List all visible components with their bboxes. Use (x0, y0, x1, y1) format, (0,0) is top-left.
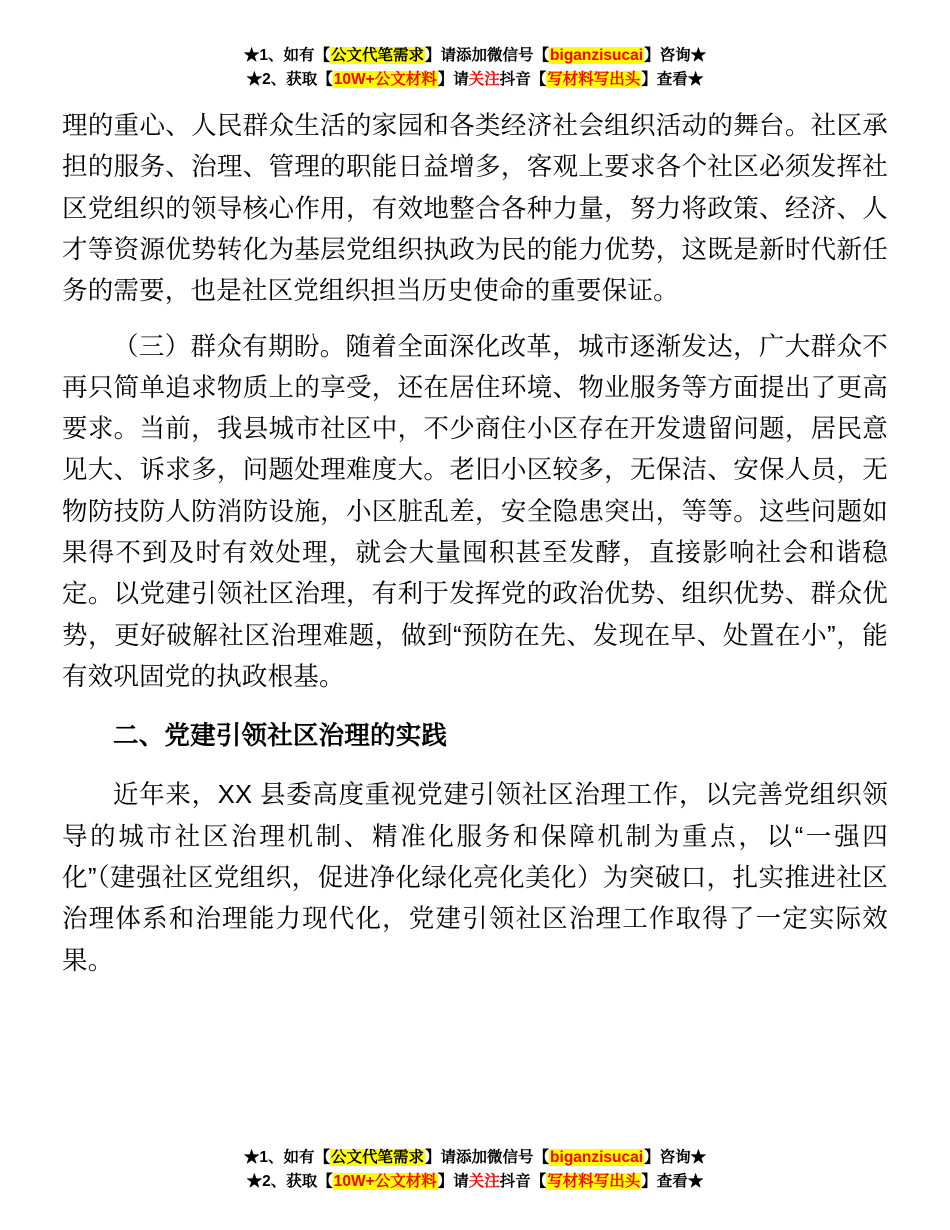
promo-top-line-2 (62, 68, 888, 92)
promo-banner-bottom (0, 1146, 950, 1194)
promo-top-line2-mid: 】请 (437, 71, 469, 89)
star-right-icon: ★ (687, 71, 704, 89)
star-left-icon: ★ (246, 71, 263, 89)
promo-top-line2-highlight-1: 10W+公文材料 (333, 71, 437, 89)
promo-top-line2-prefix: 2、获取【 (262, 71, 333, 89)
promo-bottom-line1-suffix: 】咨询 (644, 1148, 691, 1166)
promo-bottom-line2-highlight-1: 10W+公文材料 (333, 1172, 437, 1190)
star-right-icon: ★ (687, 1172, 704, 1190)
paragraph-section-three: （三）群众有期盼。随着全面深化改革，城市逐渐发达，广大群众不再只简单追求物质上的享受，还在居住环境、物业服务等方面提出了更高要求。当前，我县城市社区中，不少商住小区存在开发遗留问题，居民意见大、诉求多，问题处理难度大。老旧小区较多，无保洁、安保人员，无物防技防人防消防设施，小区脏乱差，安全隐患突出，等等。这些问题如果得不到及时有效处理，就会大量囤积甚至发酵，直接影响社会和谐稳定。以党建引领社区治理，有利于发挥党的政治优势、组织优势、群众优势，更好破解社区治理难题，做到“预防在先、发现在早、处置在小”，能有效巩固党的执政根基。 (62, 332, 888, 691)
promo-top-line1-suffix: 】咨询 (644, 47, 691, 64)
promo-top-line2-mid-2: 抖音【 (499, 71, 547, 89)
star-left-icon: ★ (243, 1148, 260, 1166)
star-left-icon: ★ (243, 47, 260, 64)
promo-bottom-line1-prefix: 1、如有【 (259, 1148, 331, 1166)
promo-bottom-line1-highlight-1: 公文代笔需求 (331, 1148, 425, 1166)
promo-bottom-line2-highlight-2: 写材料写出头 (547, 1172, 641, 1190)
promo-bottom-line2-mid-2: 抖音【 (499, 1172, 547, 1190)
promo-bottom-line-1 (0, 1146, 950, 1170)
promo-bottom-line2-prefix: 2、获取【 (262, 1172, 333, 1190)
paragraph-spacer (62, 700, 888, 716)
promo-bottom-line2-suffix: 】查看 (641, 1172, 688, 1190)
star-left-icon: ★ (246, 1172, 263, 1190)
promo-top-line1-highlight-2: biganzisucai (550, 47, 644, 64)
promo-bottom-line2-red: 关注 (468, 1172, 500, 1190)
paragraph-practice-intro: 近年来，XX 县委高度重视党建引领社区治理工作，以完善党组织领导的城市社区治理机制、精准化服务和保障机制为重点，以“一强四化”（建强社区党组织，促进净化绿化亮化美化）为突破口，扎实推进社区治理体系和治理能力现代化，党建引领社区治理工作取得了一定实际效果。 (62, 781, 888, 975)
paragraph-continuation: 理的重心、人民群众生活的家园和各类经济社会组织活动的舞台。社区承担的服务、治理、管理的职能日益增多，客观上要求各个社区必须发挥社区党组织的领导核心作用，有效地整合各种力量，努力将政策、经济、人才等资源优势转化为基层党组织执政为民的能力优势，这既是新时代新任务的需要，也是社区党组织担当历史使命的重要保证。 (62, 112, 888, 306)
document-body (62, 106, 888, 982)
promo-banner-top (62, 44, 888, 92)
section-heading-two: 二、党建引领社区治理的实践 (113, 722, 448, 751)
paragraph-spacer (62, 315, 888, 327)
promo-bottom-line-2 (0, 1170, 950, 1194)
promo-top-line-1 (62, 44, 888, 68)
promo-top-line2-suffix: 】查看 (641, 71, 688, 89)
promo-bottom-line2-mid: 】请 (437, 1172, 469, 1190)
promo-top-line1-highlight-1: 公文代笔需求 (331, 47, 425, 64)
paragraph-spacer (62, 759, 888, 775)
promo-top-line1-prefix: 1、如有【 (259, 47, 331, 64)
star-right-icon: ★ (690, 1148, 707, 1166)
promo-top-line2-red: 关注 (468, 71, 500, 89)
star-right-icon: ★ (690, 47, 707, 64)
promo-bottom-line1-highlight-2: biganzisucai (550, 1148, 644, 1166)
promo-top-line1-mid: 】请添加微信号【 (425, 47, 550, 64)
promo-top-line2-highlight-2: 写材料写出头 (547, 71, 641, 89)
promo-bottom-line1-mid: 】请添加微信号【 (425, 1148, 550, 1166)
